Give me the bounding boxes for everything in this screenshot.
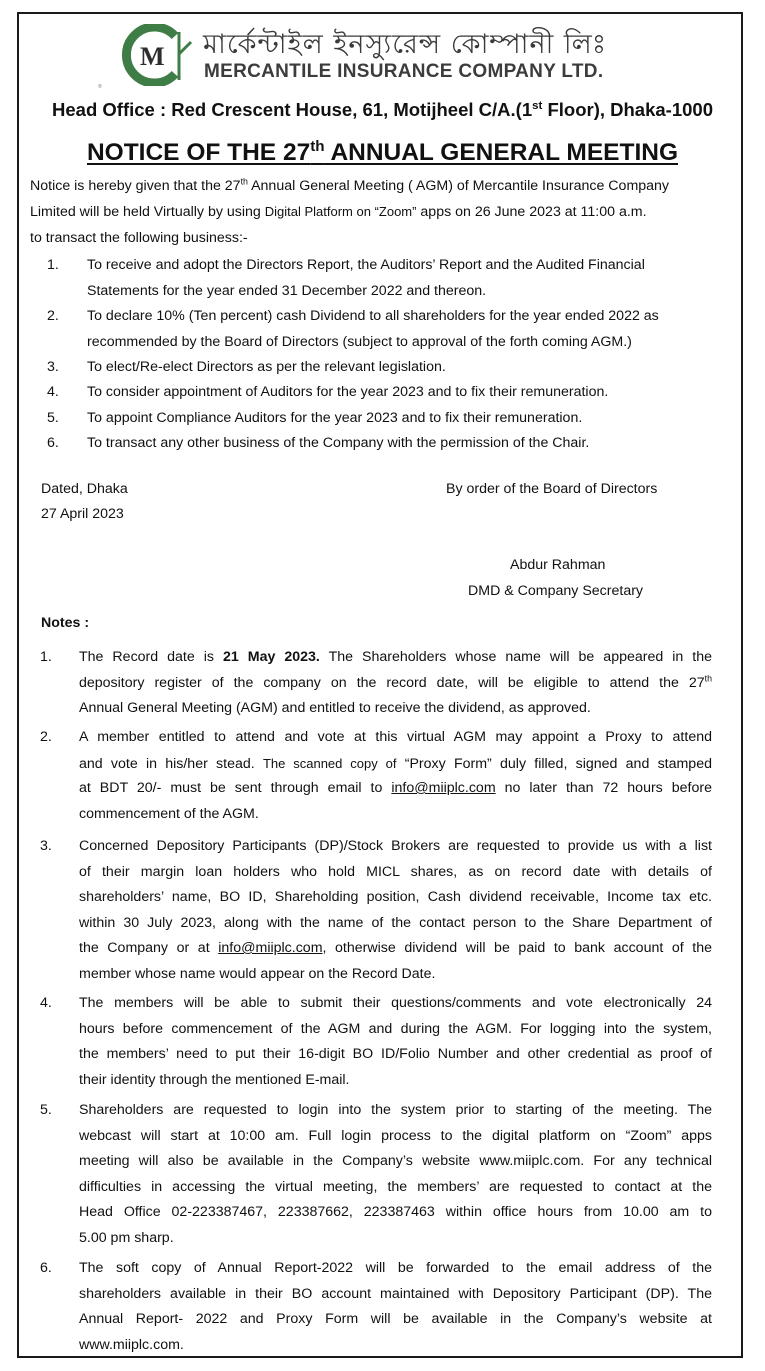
company-name-english: MERCANTILE INSURANCE COMPANY LTD. [204, 61, 604, 82]
intro-line-1: Notice is hereby given that the 27th Annual General Meeting ( AGM) of Mercantile Insurance Company [30, 176, 670, 194]
intro-line-2: Limited will be held Virtually by using Digital Platform on “Zoom” apps on 26 June 2023 at 11:00 a.m. [30, 204, 647, 220]
email-link[interactable]: info@miiplc.com [218, 940, 323, 956]
trademark-mark: ® [98, 84, 102, 90]
agenda-number: 3. [47, 359, 59, 375]
notes-heading: Notes : [41, 615, 90, 631]
note-4: The members will be able to submit their questions/comments and vote electronically 24 hours before commencement of the AGM and during the AGM. For logging into the system, the members’ need to put their 16-digit BO ID/Folio Number and other credential as proof of their identity through the mentioned E-mail. [79, 995, 712, 1088]
agenda-item-text: Statements for the year ended 31 December 2022 and thereon. [87, 283, 487, 299]
agenda-item-text: To declare 10% (Ten percent) cash Dividend to all shareholders for the year ended 2022 as [87, 308, 659, 324]
dated-place: Dated, Dhaka [41, 481, 128, 497]
note-number: 6. [40, 1260, 52, 1276]
note-number: 1. [40, 649, 52, 665]
email-link[interactable]: info@miiplc.com [391, 780, 496, 796]
note-2: A member entitled to attend and vote at this virtual AGM may appoint a Proxy to attend and vote in his/her stead. The scanned copy of “Proxy Form” duly filled, signed and stamped at BDT 20/- must be sent through email to info@miiplc.com no later than 72 hours before commencement of the AGM. [79, 729, 712, 822]
note-number: 2. [40, 729, 52, 745]
note-number: 4. [40, 995, 52, 1011]
record-date: 21 May 2023. [222, 649, 320, 665]
agenda-item-text: To elect/Re-elect Directors as per the relevant legislation. [87, 359, 446, 375]
agenda-number: 2. [47, 308, 59, 324]
agenda-item-text: To receive and adopt the Directors Report, the Auditors’ Report and the Audited Financial [87, 257, 645, 273]
agenda-number: 6. [47, 435, 59, 451]
signatory-name: Abdur Rahman [510, 557, 606, 573]
head-office-address: Head Office : Red Crescent House, 61, Motijheel C/A.(1st Floor), Dhaka-1000 [52, 99, 713, 120]
note-1: The Record date is 21 May 2023. The Shareholders whose name will be appeared in the depository register of the company on the record date, will be eligible to attend the 27th Annual General Meeting (AGM) and entitled to receive the dividend, as approved. [79, 649, 712, 716]
note-number: 5. [40, 1102, 52, 1118]
note-5: Shareholders are requested to login into the system prior to starting of the meeting. The webcast will start at 10:00 am. Full login process to the digital platform on “Zoom” apps meeting will also be available in the Company’s website www.miiplc.com. For any technical difficulties in accessing the virtual meeting, the members’ are requested to contact at the Head Office 02-223387467, 223387662, 223387463 within office hours from 10.00 am to 5.00 pm sharp. [79, 1102, 712, 1246]
note-3: Concerned Depository Participants (DP)/Stock Brokers are requested to provide us with a list of their margin loan holders who hold MICL shares, as on record date with details of shareholders’ name, BO ID, Shareholding position, Cash dividend receivable, Income tax etc. within 30 July 2023, along with the name of the contact person to the Share Department of the Company or at info@miiplc.com, otherwise dividend will be paid to bank account of the member whose name would appear on the Record Date. [79, 838, 713, 982]
notice-title: NOTICE OF THE 27th ANNUAL GENERAL MEETING [86, 137, 679, 166]
agenda-item-text: To transact any other business of the Company with the permission of the Chair. [87, 435, 590, 451]
agenda-item-text: To appoint Compliance Auditors for the year 2023 and to fix their remuneration. [87, 410, 583, 426]
agenda-number: 4. [47, 384, 59, 400]
signatory-designation: DMD & Company Secretary [468, 583, 644, 599]
board-order: By order of the Board of Directors [446, 481, 658, 497]
company-logo-icon [113, 24, 193, 86]
agenda-number: 5. [47, 410, 59, 426]
logo-letter: M [140, 42, 165, 71]
intro-line-3: to transact the following business:- [30, 230, 248, 246]
agenda-number: 1. [47, 257, 59, 273]
dated-date: 27 April 2023 [41, 506, 124, 522]
note-6: The soft copy of Annual Report-2022 will be forwarded to the email address of the shareholders available in their BO account maintained with Depository Participant (DP). The Annual Report- 2022 and Proxy Form will be available in the Company’s website at www.miiplc.com. [79, 1260, 712, 1353]
company-name-bengali: মার্কেন্টাইল ইনস্যুরেন্স কোম্পানী লিঃ [203, 29, 608, 60]
note-number: 3. [40, 838, 52, 854]
agenda-item-text: recommended by the Board of Directors (subject to approval of the forth coming AGM.) [87, 334, 632, 350]
agenda-item-text: To consider appointment of Auditors for the year 2023 and to fix their remuneration. [87, 384, 609, 400]
